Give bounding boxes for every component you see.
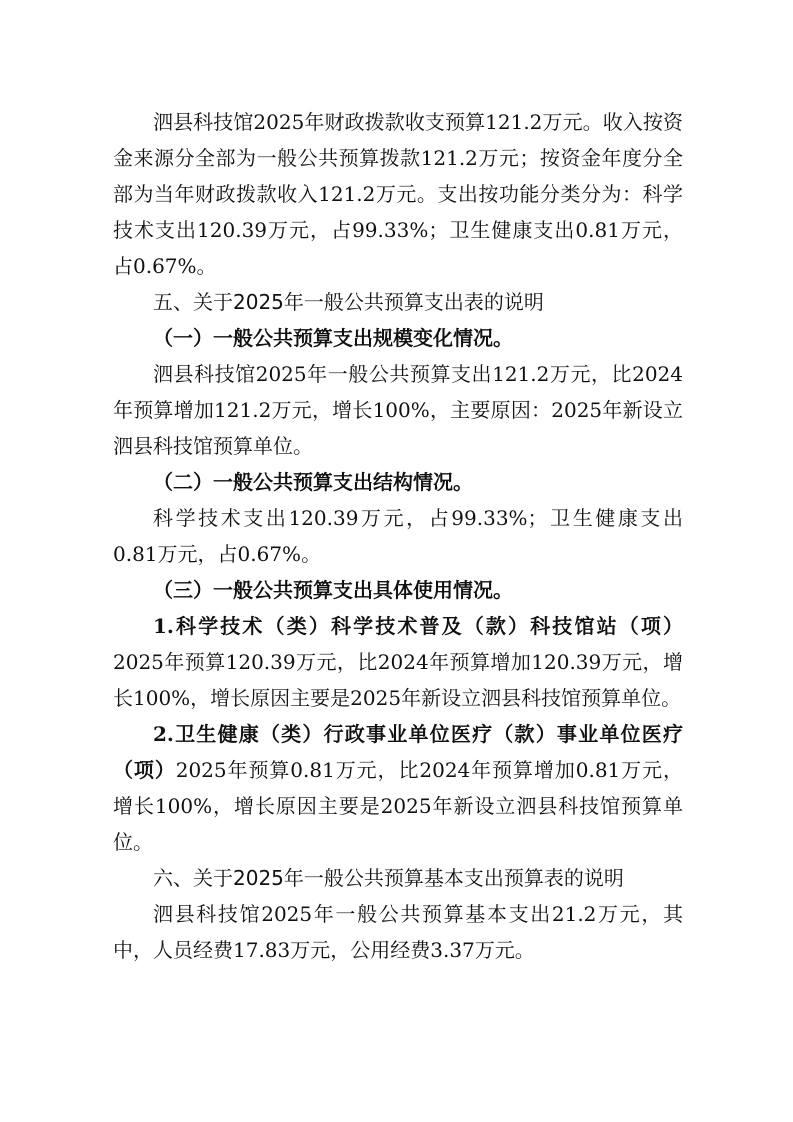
paragraph-structure: 科学技术支出120.39万元，占99.33%；卫生健康支出0.81万元，占0.67%。 xyxy=(113,506,683,566)
item-2-title: 2.卫生健康（类）行政事业单位医疗（款）事业单位医疗（项） xyxy=(113,722,683,782)
item-1-title: 1.科学技术（类）科学技术普及（款）科技馆站（项） xyxy=(153,614,683,638)
paragraph-scale-change: 泗县科技馆2025年一般公共预算支出121.2万元，比2024年预算增加121.2万元，增长100%，主要原因：2025年新设立泗县科技馆预算单位。 xyxy=(113,362,683,458)
subheading-scale-change: （一）一般公共预算支出规模变化情况。 xyxy=(153,326,513,350)
item-2-text: 2025年预算0.81万元，比2024年预算增加0.81万元，增长100%，增长原因主要是2025年新设立泗县科技馆预算单位。 xyxy=(113,758,683,854)
subheading-structure: （二）一般公共预算支出结构情况。 xyxy=(153,470,473,494)
subheading-usage: （三）一般公共预算支出具体使用情况。 xyxy=(153,578,513,602)
document-body xyxy=(113,104,683,968)
paragraph-budget-summary: 泗县科技馆2025年财政拨款收支预算121.2万元。收入按资金来源分全部为一般公共预算拨款121.2万元；按资金年度分全部为当年财政拨款收入121.2万元。支出按功能分类分为：科学技术支出120.39万元，占99.33%；卫生健康支出0.81万元，占0.67%。 xyxy=(113,110,683,278)
section-heading-6: 六、关于2025年一般公共预算基本支出预算表的说明 xyxy=(153,866,624,890)
paragraph-item-1 xyxy=(113,608,683,716)
paragraph-basic-expenditure: 泗县科技馆2025年一般公共预算基本支出21.2万元，其中，人员经费17.83万元，公用经费3.37万元。 xyxy=(113,902,683,962)
paragraph-item-2 xyxy=(113,716,683,860)
section-heading-5: 五、关于2025年一般公共预算支出表的说明 xyxy=(153,290,544,314)
item-1-text: 2025年预算120.39万元，比2024年预算增加120.39万元，增长100%，增长原因主要是2025年新设立泗县科技馆预算单位。 xyxy=(113,650,683,710)
